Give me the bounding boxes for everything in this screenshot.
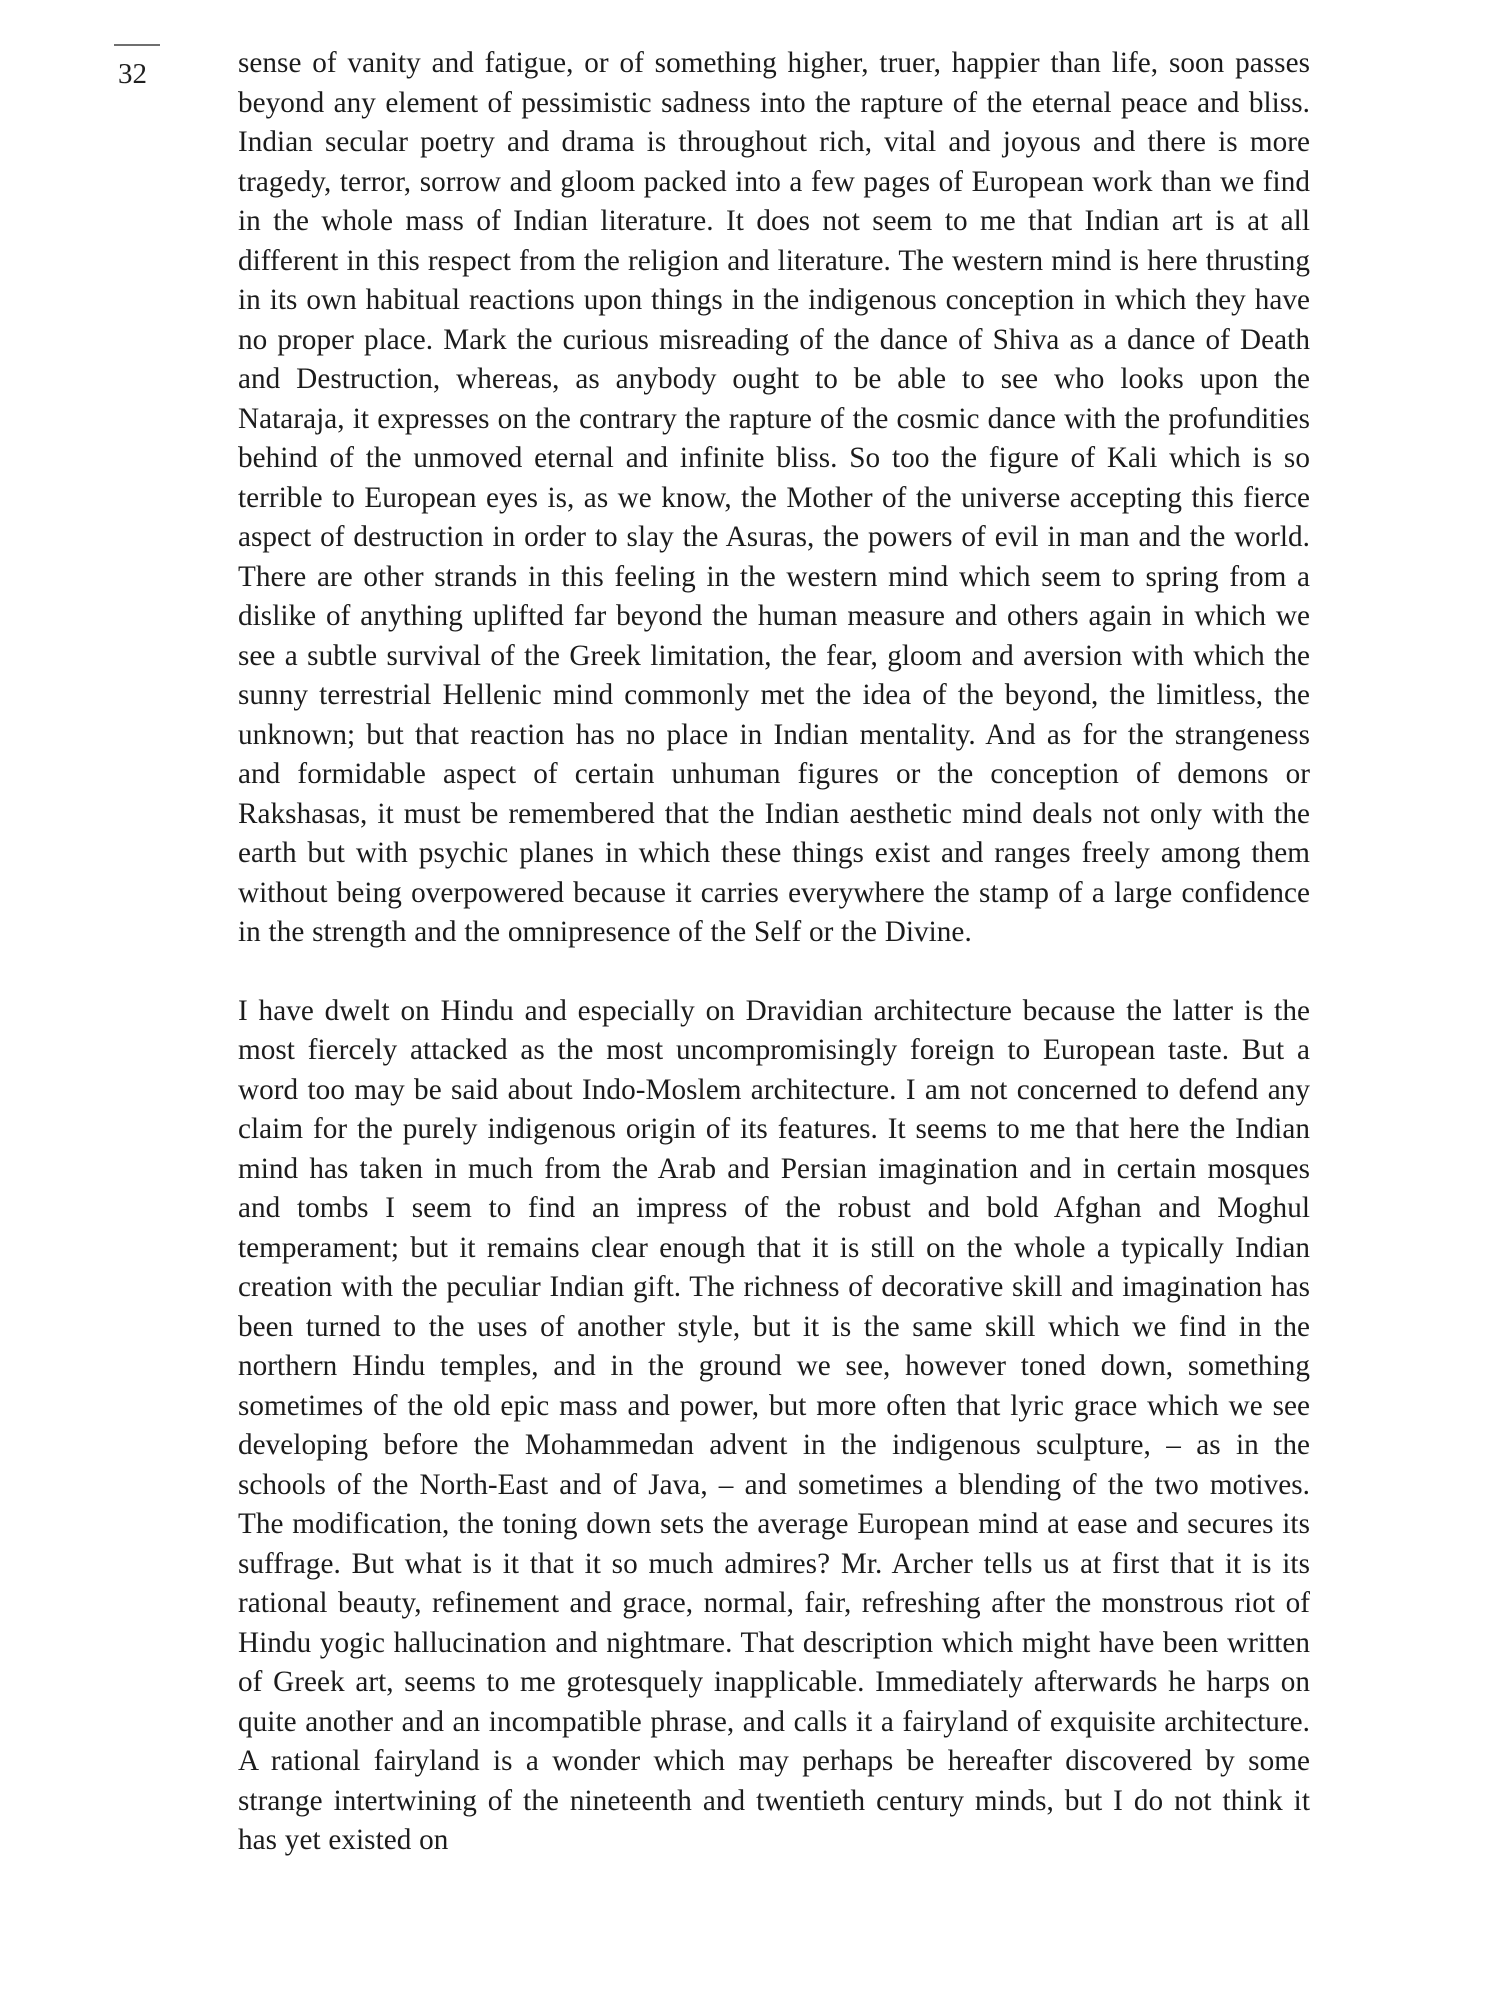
page-number: 32 xyxy=(118,58,147,90)
paragraph-2: I have dwelt on Hindu and especially on Dravidian architecture because the latter is the most fiercely attacked as the most uncompromisingly foreign to European taste. But a word too may be said about Indo-Moslem architecture. I am not concerned to defend any claim for the purely indigenous origin of its features. It seems to me that here the Indian mind has taken in much from the Arab and Persian imagination and in certain mosques and tombs I seem to find an impress of the robust and bold Afghan and Moghul temperament; but it remains clear enough that it is still on the whole a typically Indian creation with the peculiar Indian gift. The richness of decorative skill and imagination has been turned to the uses of another style, but it is the same skill which we find in the northern Hindu temples, and in the ground we see, however toned down, something sometimes of the old epic mass and power, but more often that lyric grace which we see developing before the Mohammedan advent in the indigenous sculpture, – as in the schools of the North-East and of Java, – and sometimes a blending of the two motives. The modification, the toning down sets the average European mind at ease and secures its suffrage. But what is it that it so much admires? Mr. Archer tells us at first that it is its rational beauty, refinement and grace, normal, fair, refreshing after the monstrous riot of Hindu yogic hallucination and nightmare. That description which might have been written of Greek art, seems to me grotesquely inapplicable. Immediately afterwards he harps on quite another and an incompatible phrase, and calls it a fairyland of exquisite architecture. A rational fairyland is a wonder which may perhaps be hereafter discovered by some strange intertwining of the nineteenth and twentieth century minds, but I do not think it has yet existed on xyxy=(238,994,1310,1856)
page-number-rule xyxy=(114,44,160,46)
body-text-column xyxy=(238,44,1310,1861)
paragraph-1: sense of vanity and fatigue, or of something higher, truer, happier than life, soon passes beyond any element of pessimistic sadness into the rapture of the eternal peace and bliss. Indian secular poetry and drama is throughout rich, vital and joyous and there is more tragedy, terror, sorrow and gloom packed into a few pages of European work than we find in the whole mass of Indian literature. It does not seem to me that Indian art is at all different in this respect from the religion and literature. The western mind is here thrusting in its own habitual reactions upon things in the indigenous conception in which they have no proper place. Mark the curious misreading of the dance of Shiva as a dance of Death and Destruction, whereas, as anybody ought to be able to see who looks upon the Nataraja, it expresses on the contrary the rapture of the cosmic dance with the profundities behind of the unmoved eternal and infinite bliss. So too the figure of Kali which is so terrible to European eyes is, as we know, the Mother of the universe accepting this fierce aspect of destruction in order to slay the Asuras, the powers of evil in man and the world. There are other strands in this feeling in the western mind which seem to spring from a dislike of anything uplifted far beyond the human measure and others again in which we see a subtle survival of the Greek limitation, the fear, gloom and aversion with which the sunny terrestrial Hellenic mind commonly met the idea of the beyond, the limitless, the unknown; but that reaction has no place in Indian mentality. And as for the strangeness and formidable aspect of certain unhuman figures or the conception of demons or Rakshasas, it must be remembered that the Indian aesthetic mind deals not only with the earth but with psychic planes in which these things exist and ranges freely among them without being overpowered because it carries everywhere the stamp of a large confidence in the strength and the omnipresence of the Self or the Divine. xyxy=(238,47,1310,948)
